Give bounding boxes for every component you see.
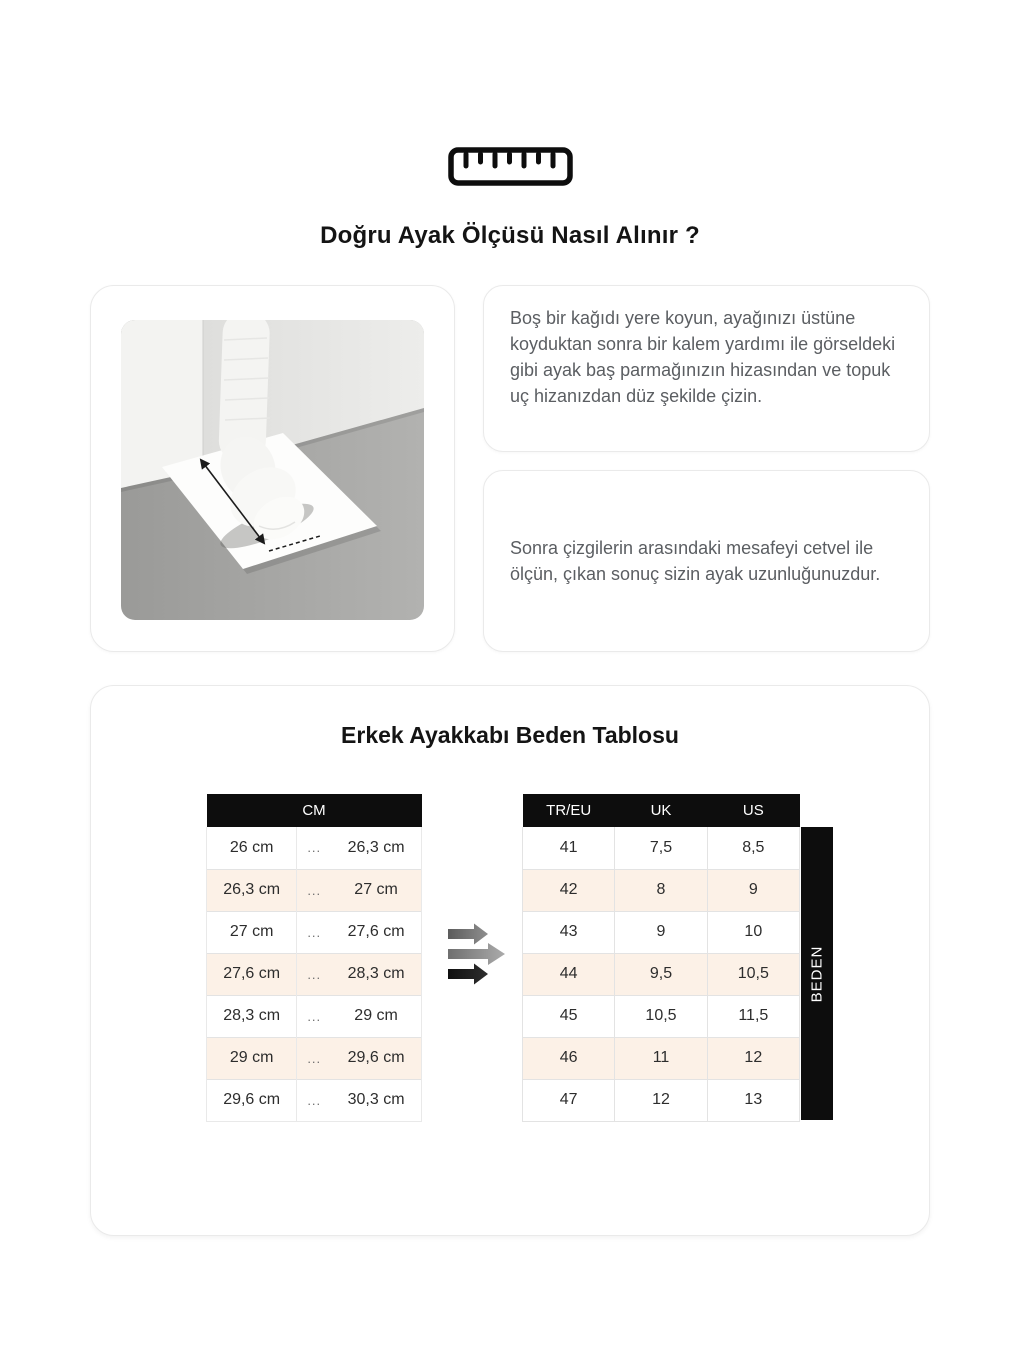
- range-dots: ...: [297, 827, 331, 869]
- size-treu: 44: [523, 953, 615, 995]
- intl-header-us: US: [707, 794, 799, 827]
- size-treu: 43: [523, 911, 615, 953]
- cm-to: 29 cm: [331, 995, 421, 1037]
- measurement-photo-card: [90, 285, 455, 652]
- size-uk: 10,5: [615, 995, 707, 1037]
- table-row: [523, 827, 800, 869]
- instruction-step-2-card: [483, 470, 930, 652]
- size-treu: 41: [523, 827, 615, 869]
- instruction-step-1-text: Boş bir kağıdı yere koyun, ayağınızı üstüne koyduktan sonra bir kalem yardımı ile görseldeki gibi ayak baş parmağınızın hizasından ve topuk uç hizanızdan düz şekilde çizin.: [510, 308, 896, 406]
- table-row: [207, 827, 422, 869]
- size-us: 12: [707, 1037, 799, 1079]
- size-uk: 9: [615, 911, 707, 953]
- cm-from: 27 cm: [207, 911, 297, 953]
- instruction-step-1-card: [483, 285, 930, 452]
- howto-section: [90, 285, 930, 652]
- size-uk: 7,5: [615, 827, 707, 869]
- table-row: [207, 1037, 422, 1079]
- table-row: [523, 1037, 800, 1079]
- intl-header-treu: TR/EU: [523, 794, 615, 827]
- table-row: [523, 995, 800, 1037]
- table-row: [207, 995, 422, 1037]
- size-us: 13: [707, 1079, 799, 1121]
- cm-to: 26,3 cm: [331, 827, 421, 869]
- range-dots: ...: [297, 1037, 331, 1079]
- table-row: [523, 911, 800, 953]
- table-row: [207, 953, 422, 995]
- intl-header-uk: UK: [615, 794, 707, 827]
- page-title: Doğru Ayak Ölçüsü Nasıl Alınır ?: [320, 222, 700, 249]
- ruler-icon: [448, 147, 573, 186]
- instruction-cards: [483, 285, 930, 652]
- size-treu: 45: [523, 995, 615, 1037]
- table-row: [523, 869, 800, 911]
- size-us: 10,5: [707, 953, 799, 995]
- cm-from: 29 cm: [207, 1037, 297, 1079]
- size-treu: 46: [523, 1037, 615, 1079]
- international-size-table: [522, 794, 800, 1122]
- size-treu: 42: [523, 869, 615, 911]
- table-row: [523, 953, 800, 995]
- table-row: [207, 1079, 422, 1121]
- table-row: [207, 911, 422, 953]
- size-treu: 47: [523, 1079, 615, 1121]
- cm-to: 27 cm: [331, 869, 421, 911]
- range-dots: ...: [297, 995, 331, 1037]
- size-uk: 11: [615, 1037, 707, 1079]
- size-uk: 12: [615, 1079, 707, 1121]
- size-us: 9: [707, 869, 799, 911]
- table-row: [207, 869, 422, 911]
- cm-to: 27,6 cm: [331, 911, 421, 953]
- cm-to: 30,3 cm: [331, 1079, 421, 1121]
- range-dots: ...: [297, 1079, 331, 1121]
- conversion-arrows-icon: [447, 916, 511, 988]
- cm-from: 28,3 cm: [207, 995, 297, 1037]
- cm-table: [206, 794, 422, 1122]
- size-table-section: [90, 685, 930, 1236]
- beden-side-label: [801, 827, 833, 1120]
- size-us: 10: [707, 911, 799, 953]
- cm-table-header: CM: [207, 794, 422, 827]
- cm-from: 26,3 cm: [207, 869, 297, 911]
- cm-from: 26 cm: [207, 827, 297, 869]
- range-dots: ...: [297, 869, 331, 911]
- cm-from: 27,6 cm: [207, 953, 297, 995]
- size-us: 11,5: [707, 995, 799, 1037]
- cm-from: 29,6 cm: [207, 1079, 297, 1121]
- size-uk: 9,5: [615, 953, 707, 995]
- cm-to: 28,3 cm: [331, 953, 421, 995]
- cm-to: 29,6 cm: [331, 1037, 421, 1079]
- range-dots: ...: [297, 911, 331, 953]
- instruction-step-2-text: Sonra çizgilerin arasındaki mesafeyi cetvel ile ölçün, çıkan sonuç sizin ayak uzunluğunuzdur.: [510, 538, 881, 584]
- beden-label-text: BEDEN: [808, 945, 826, 1002]
- size-table-title: Erkek Ayakkabı Beden Tablosu: [341, 722, 679, 748]
- range-dots: ...: [297, 953, 331, 995]
- foot-measurement-image: [121, 320, 424, 620]
- size-us: 8,5: [707, 827, 799, 869]
- ruler-icon-wrap: [0, 147, 1020, 186]
- table-row: [523, 1079, 800, 1121]
- size-uk: 8: [615, 869, 707, 911]
